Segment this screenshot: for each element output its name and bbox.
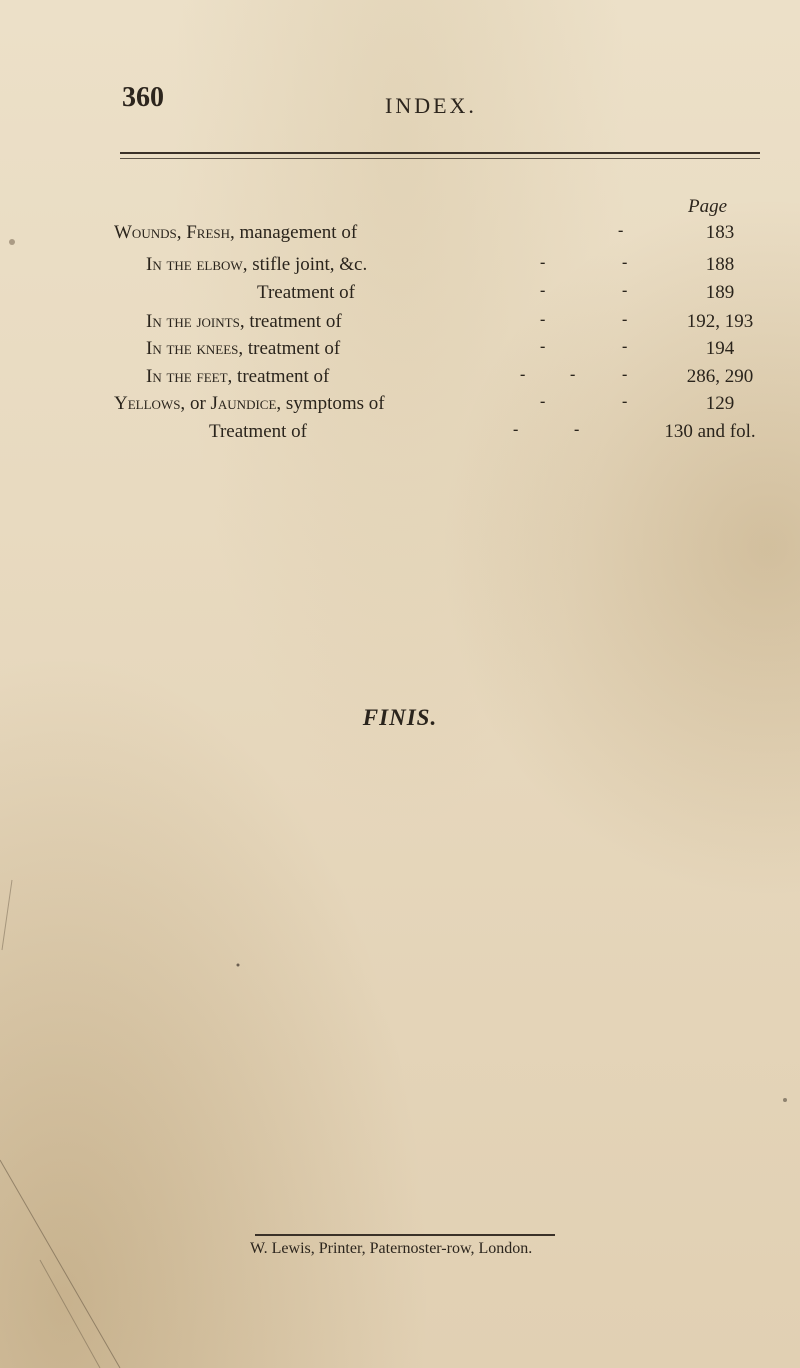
entry-page: 189 [705, 282, 735, 303]
leader-dash: - [622, 393, 628, 410]
entry-heading: Yellows, [114, 393, 186, 414]
entry-text: stifle joint, &c. [247, 254, 368, 275]
leader-dash: - [540, 338, 546, 355]
leader-dash: - [618, 222, 624, 239]
leader-dash: - [570, 366, 576, 383]
leader-dash: - [622, 311, 628, 328]
running-head: INDEX. [385, 93, 477, 118]
entry-text: or [185, 393, 211, 414]
entry-page: 286, 290 [686, 366, 754, 387]
crease-line [40, 1260, 100, 1368]
entry-text-2: symptoms of [281, 393, 385, 414]
entry-heading-2: Jaundice, [210, 393, 282, 414]
crease-line [2, 880, 12, 950]
leader-dash: - [540, 254, 546, 271]
crease-line [0, 1160, 120, 1368]
leader-dash: - [622, 282, 628, 299]
entry-text: treatment of [243, 338, 341, 359]
entry-text: Treatment of [209, 421, 307, 442]
leader-dash: - [513, 421, 519, 438]
ink-spot [9, 239, 15, 245]
entry-page: 129 [705, 393, 735, 414]
leader-dash: - [622, 338, 628, 355]
leader-dash: - [540, 282, 546, 299]
leader-dash: - [540, 311, 546, 328]
entry-page: 183 [705, 222, 735, 243]
entry-text: treatment of [244, 311, 342, 332]
entry-text: management of [234, 222, 358, 243]
entry-text: Treatment of [257, 282, 355, 303]
printer-imprint: W. Lewis, Printer, Paternoster-row, London. [250, 1240, 533, 1257]
entry-page: 130 and fol. [664, 421, 756, 442]
ink-spot [237, 964, 240, 967]
entry-page: 188 [705, 254, 735, 275]
entry-text: treatment of [232, 366, 330, 387]
leader-dash: - [622, 254, 628, 271]
leader-dash: - [540, 393, 546, 410]
ink-spot [783, 1098, 787, 1102]
entry-heading: In the elbow, [146, 254, 248, 275]
leader-dash: - [574, 421, 580, 438]
entry-heading: Wounds, Fresh, [114, 222, 235, 243]
entry-page: 194 [705, 338, 735, 359]
page-number: 360 [122, 82, 164, 113]
finis-mark: FINIS. [362, 705, 438, 730]
page-column-label: Page [688, 196, 728, 217]
entry-heading: In the feet, [146, 366, 233, 387]
entry-page: 192, 193 [686, 311, 754, 332]
leader-dash: - [520, 366, 526, 383]
entry-heading: In the knees, [146, 338, 244, 359]
entry-heading: In the joints, [146, 311, 245, 332]
leader-dash: - [622, 366, 628, 383]
